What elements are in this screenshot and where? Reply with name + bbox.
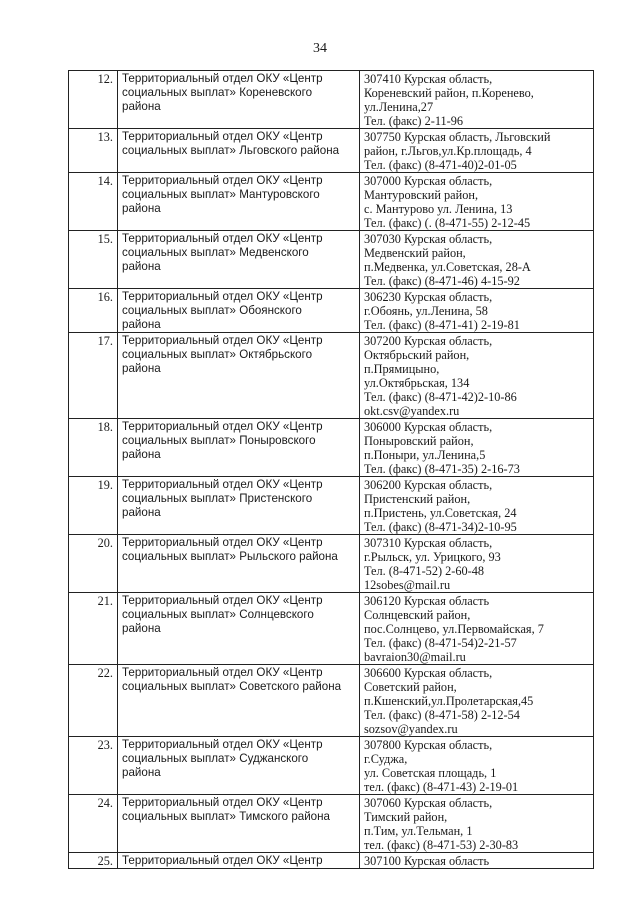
office-address-line: Солнцевский район, (364, 608, 471, 622)
office-address-line: п.Медвенка, ул.Советская, 28-А (364, 260, 531, 274)
table-row (69, 231, 594, 289)
office-address-line: тел. (факс) (8-471-43) 2-19-01 (364, 780, 519, 794)
table-row (69, 71, 594, 129)
office-address-cell (360, 477, 594, 535)
table-row (69, 593, 594, 665)
office-address-cell (360, 795, 594, 853)
office-address-line: 307200 Курская область, (364, 334, 493, 348)
table-row (69, 853, 594, 869)
table-row (69, 173, 594, 231)
office-name-cell (118, 173, 360, 231)
office-address-line: Тел. (факс) (8-471-35) 2-16-73 (364, 462, 520, 476)
office-address-line: bavraion30@mail.ru (364, 650, 466, 664)
row-number: 12. (69, 71, 118, 129)
office-address-cell (360, 173, 594, 231)
office-address-line: Тел. (факс) (8-471-41) 2-19-81 (364, 318, 520, 332)
office-address-line: ул.Октябрьская, 134 (364, 376, 470, 390)
office-name-line: района (122, 100, 161, 113)
office-address-line: 12sobes@mail.ru (364, 578, 451, 592)
office-address-line: Медвенский район, (364, 246, 466, 260)
office-name-cell (118, 333, 360, 419)
office-address-line: 306120 Курская область (364, 594, 490, 608)
office-name-cell (118, 795, 360, 853)
office-address-line: Тимский район, (364, 810, 448, 824)
office-name-line: района (122, 318, 161, 331)
office-address-line: 306200 Курская область, (364, 478, 493, 492)
office-address-line: Советский район, (364, 680, 457, 694)
office-address-cell (360, 419, 594, 477)
office-address-line: п.Пристень, ул.Советская, 24 (364, 506, 517, 520)
office-name-line: социальных выплат» Октябрьского (122, 348, 313, 361)
office-address-line: ул.Ленина,27 (364, 100, 434, 114)
row-number: 24. (69, 795, 118, 853)
office-address-line: 307100 Курская область (364, 854, 490, 868)
office-address-line: Тел. (факс) (8-471-54)2-21-57 (364, 636, 517, 650)
office-address-cell (360, 289, 594, 333)
office-address-line: okt.csv@yandex.ru (364, 404, 460, 418)
table-row (69, 737, 594, 795)
office-address-cell (360, 593, 594, 665)
office-address-line: тел. (факс) (8-471-53) 2-30-83 (364, 838, 519, 852)
office-address-line: п.Прямицыно, (364, 362, 440, 376)
office-address-line: 306230 Курская область, (364, 290, 493, 304)
office-address-line: район, г.Льгов,ул.Кр.площадь, 4 (364, 144, 532, 158)
office-address-cell (360, 231, 594, 289)
office-name-line: социальных выплат» Солнцевского (122, 608, 314, 621)
office-address-line: 307800 Курская область, (364, 738, 493, 752)
office-address-line: 307030 Курская область, (364, 232, 493, 246)
row-number: 21. (69, 593, 118, 665)
office-name-line: социальных выплат» Советского района (122, 680, 342, 693)
office-name-cell (118, 129, 360, 173)
office-address-line: 307310 Курская область, (364, 536, 493, 550)
office-address-cell (360, 129, 594, 173)
office-name-cell (118, 71, 360, 129)
office-name-line: социальных выплат» Рыльского района (122, 550, 338, 563)
office-name-cell (118, 737, 360, 795)
office-address-line: Тел. (факс) 2-11-96 (364, 114, 464, 128)
row-number: 22. (69, 665, 118, 737)
office-address-line: sozsov@yandex.ru (364, 722, 458, 736)
office-address-line: 307060 Курская область, (364, 796, 493, 810)
office-name-cell (118, 419, 360, 477)
office-name-line: Территориальный отдел ОКУ «Центр (122, 72, 323, 85)
office-address-line: Тел. (факс) (8-471-46) 4-15-92 (364, 274, 520, 288)
office-address-line: Тел. (факс) (8-471-58) 2-12-54 (364, 708, 520, 722)
office-name-line: Территориальный отдел ОКУ «Центр (122, 334, 323, 347)
office-name-line: социальных выплат» Поныровского (122, 434, 316, 447)
row-number: 25. (69, 853, 118, 869)
office-name-line: Территориальный отдел ОКУ «Центр (122, 738, 323, 751)
office-name-cell (118, 853, 360, 869)
office-name-cell (118, 231, 360, 289)
office-address-line: 307410 Курская область, (364, 72, 493, 86)
office-name-line: Территориальный отдел ОКУ «Центр (122, 130, 323, 143)
office-address-cell (360, 535, 594, 593)
table-row (69, 289, 594, 333)
office-address-line: Тел. (8-471-52) 2-60-48 (364, 564, 485, 578)
table-row (69, 333, 594, 419)
office-name-cell (118, 593, 360, 665)
office-address-line: Пристенский район, (364, 492, 471, 506)
row-number: 18. (69, 419, 118, 477)
office-name-line: Территориальный отдел ОКУ «Центр (122, 594, 323, 607)
office-name-line: Территориальный отдел ОКУ «Центр (122, 536, 323, 549)
office-name-line: района (122, 362, 161, 375)
page-number: 34 (313, 41, 327, 56)
office-address-line: г.Рыльск, ул. Урицкого, 93 (364, 550, 501, 564)
office-name-line: социальных выплат» Пристенского (122, 492, 313, 505)
office-address-line: п.Тим, ул.Тельман, 1 (364, 824, 473, 838)
office-name-line: района (122, 448, 161, 461)
office-name-line: социальных выплат» Обоянского (122, 304, 302, 317)
table-row (69, 419, 594, 477)
table-row (69, 129, 594, 173)
office-name-cell (118, 665, 360, 737)
office-name-line: Территориальный отдел ОКУ «Центр (122, 174, 323, 187)
office-address-line: п.Кшенский,ул.Пролетарская,45 (364, 694, 534, 708)
table-row (69, 535, 594, 593)
office-name-line: социальных выплат» Суджанского (122, 752, 309, 765)
office-name-line: района (122, 506, 161, 519)
office-name-line: района (122, 622, 161, 635)
office-address-cell (360, 737, 594, 795)
row-number: 14. (69, 173, 118, 231)
row-number: 17. (69, 333, 118, 419)
office-address-line: Тел. (факс) (. (8-471-55) 2-12-45 (364, 216, 531, 230)
office-name-line: социальных выплат» Медвенского (122, 246, 309, 259)
office-name-line: Территориальный отдел ОКУ «Центр (122, 666, 323, 679)
office-name-cell (118, 289, 360, 333)
office-name-line: района (122, 202, 161, 215)
office-address-cell (360, 333, 594, 419)
office-address-line: п.Поныри, ул.Ленина,5 (364, 448, 486, 462)
row-number: 16. (69, 289, 118, 333)
office-address-line: г.Обоянь, ул.Ленина, 58 (364, 304, 488, 318)
office-name-line: социальных выплат» Тимского района (122, 810, 330, 823)
office-name-line: Территориальный отдел ОКУ «Центр (122, 478, 323, 491)
row-number: 15. (69, 231, 118, 289)
office-address-line: Мантуровский район, (364, 188, 479, 202)
offices-table (68, 70, 594, 869)
office-name-line: Территориальный отдел ОКУ «Центр (122, 854, 323, 867)
office-address-cell (360, 71, 594, 129)
row-number: 13. (69, 129, 118, 173)
office-name-line: района (122, 766, 161, 779)
office-address-line: с. Мантурово ул. Ленина, 13 (364, 202, 513, 216)
office-name-line: Территориальный отдел ОКУ «Центр (122, 796, 323, 809)
table-row (69, 477, 594, 535)
office-address-line: Октябрьский район, (364, 348, 470, 362)
row-number: 23. (69, 737, 118, 795)
office-address-line: Поныровский район, (364, 434, 474, 448)
office-name-line: социальных выплат» Мантуровского (122, 188, 320, 201)
office-name-cell (118, 535, 360, 593)
office-address-line: ул. Советская площадь, 1 (364, 766, 497, 780)
office-address-line: Тел. (факс) (8-471-42)2-10-86 (364, 390, 517, 404)
office-address-line: 306000 Курская область, (364, 420, 493, 434)
office-address-cell (360, 665, 594, 737)
office-address-cell (360, 853, 594, 869)
office-address-line: 307000 Курская область, (364, 174, 493, 188)
office-address-line: 307750 Курская область, Льговский (364, 130, 551, 144)
office-address-line: г.Суджа, (364, 752, 408, 766)
office-address-line: Тел. (факс) (8-471-34)2-10-95 (364, 520, 517, 534)
office-address-line: Тел. (факс) (8-471-40)2-01-05 (364, 158, 517, 172)
office-name-cell (118, 477, 360, 535)
office-name-line: социальных выплат» Кореневского (122, 86, 313, 99)
offices-table-body (69, 71, 594, 869)
office-address-line: пос.Солнцево, ул.Первомайская, 7 (364, 622, 544, 636)
table-row (69, 665, 594, 737)
office-name-line: Территориальный отдел ОКУ «Центр (122, 290, 323, 303)
office-name-line: района (122, 260, 161, 273)
office-name-line: Территориальный отдел ОКУ «Центр (122, 420, 323, 433)
office-name-line: Территориальный отдел ОКУ «Центр (122, 232, 323, 245)
table-row (69, 795, 594, 853)
office-address-line: Кореневский район, п.Коренево, (364, 86, 534, 100)
office-name-line: социальных выплат» Льговского района (122, 144, 340, 157)
office-address-line: 306600 Курская область, (364, 666, 493, 680)
row-number: 19. (69, 477, 118, 535)
row-number: 20. (69, 535, 118, 593)
